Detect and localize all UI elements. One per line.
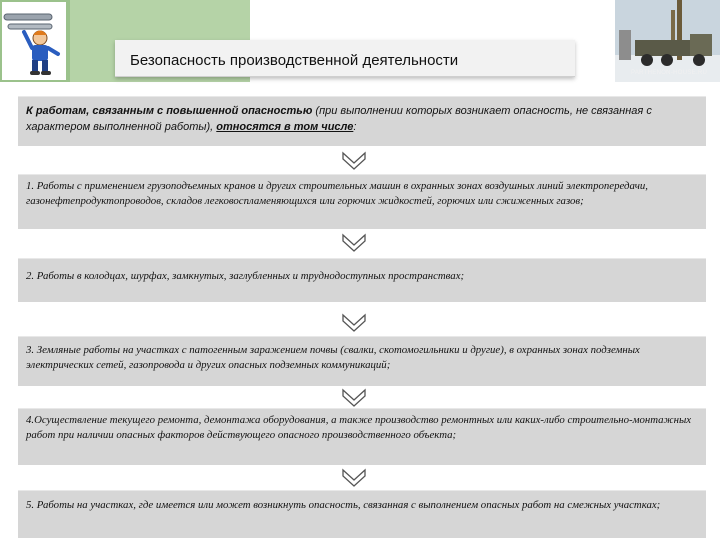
intro-box <box>18 96 706 146</box>
list-item-text: 4.Осуществление текущего ремонта, демонтажа оборудования, а также производство ремонтных или каких-либо строительно-монтажных работ при наличии опасных факторов действующего опасного производственного объекта; <box>26 414 692 441</box>
photo-caption: PARTHENON-HOUSE.RU <box>631 70 708 76</box>
list-item <box>18 490 706 538</box>
intro-underlined: относятся в том числе <box>216 121 354 133</box>
chevron-down-arrow-icon <box>341 466 367 490</box>
list-item-text: 2. Работы в колодцах, шурфах, замкнутых, заглубленных и труднодоступных пространствах; <box>26 270 465 282</box>
list-item-text: 3. Земляные работы на участках с патогенным заражением почвы (свалки, скотомогильники и другие), в охранных зонах подземных электрических сетей, газопровода и других опасных подземных коммуникаций; <box>26 344 640 371</box>
list-item <box>18 258 706 302</box>
worker-carrying-pipe-icon <box>2 2 66 80</box>
list-item <box>18 174 706 229</box>
page-title: Безопасность производственной деятельности <box>130 52 459 69</box>
intro-end: : <box>353 121 357 133</box>
list-item <box>18 408 706 465</box>
list-item-text: 1. Работы с применением грузоподъемных кранов и других строительных машин в охранных зонах воздушных линий электропередачи, газонефтепродуктопроводов, складов легковоспламеняющихся или горючих жидкостей, горючих или сжиженных газов; <box>26 180 648 207</box>
chevron-down-arrow-icon <box>341 311 367 335</box>
list-item-text: 5. Работы на участках, где имеется или может возникнуть опасность, связанная с выполнением опасных работ на смежных участках; <box>26 499 661 511</box>
intro-bold: К работам, связанным с повышенной опасностью <box>26 105 313 117</box>
chevron-down-arrow-icon <box>341 149 367 173</box>
chevron-down-arrow-icon <box>341 386 367 410</box>
list-item <box>18 336 706 386</box>
chevron-down-arrow-icon <box>341 231 367 255</box>
intro-text <box>18 97 706 141</box>
intro-middle: (при выполнении которых возникает опасность, не связанная с характером выполненной работы), <box>26 105 652 133</box>
